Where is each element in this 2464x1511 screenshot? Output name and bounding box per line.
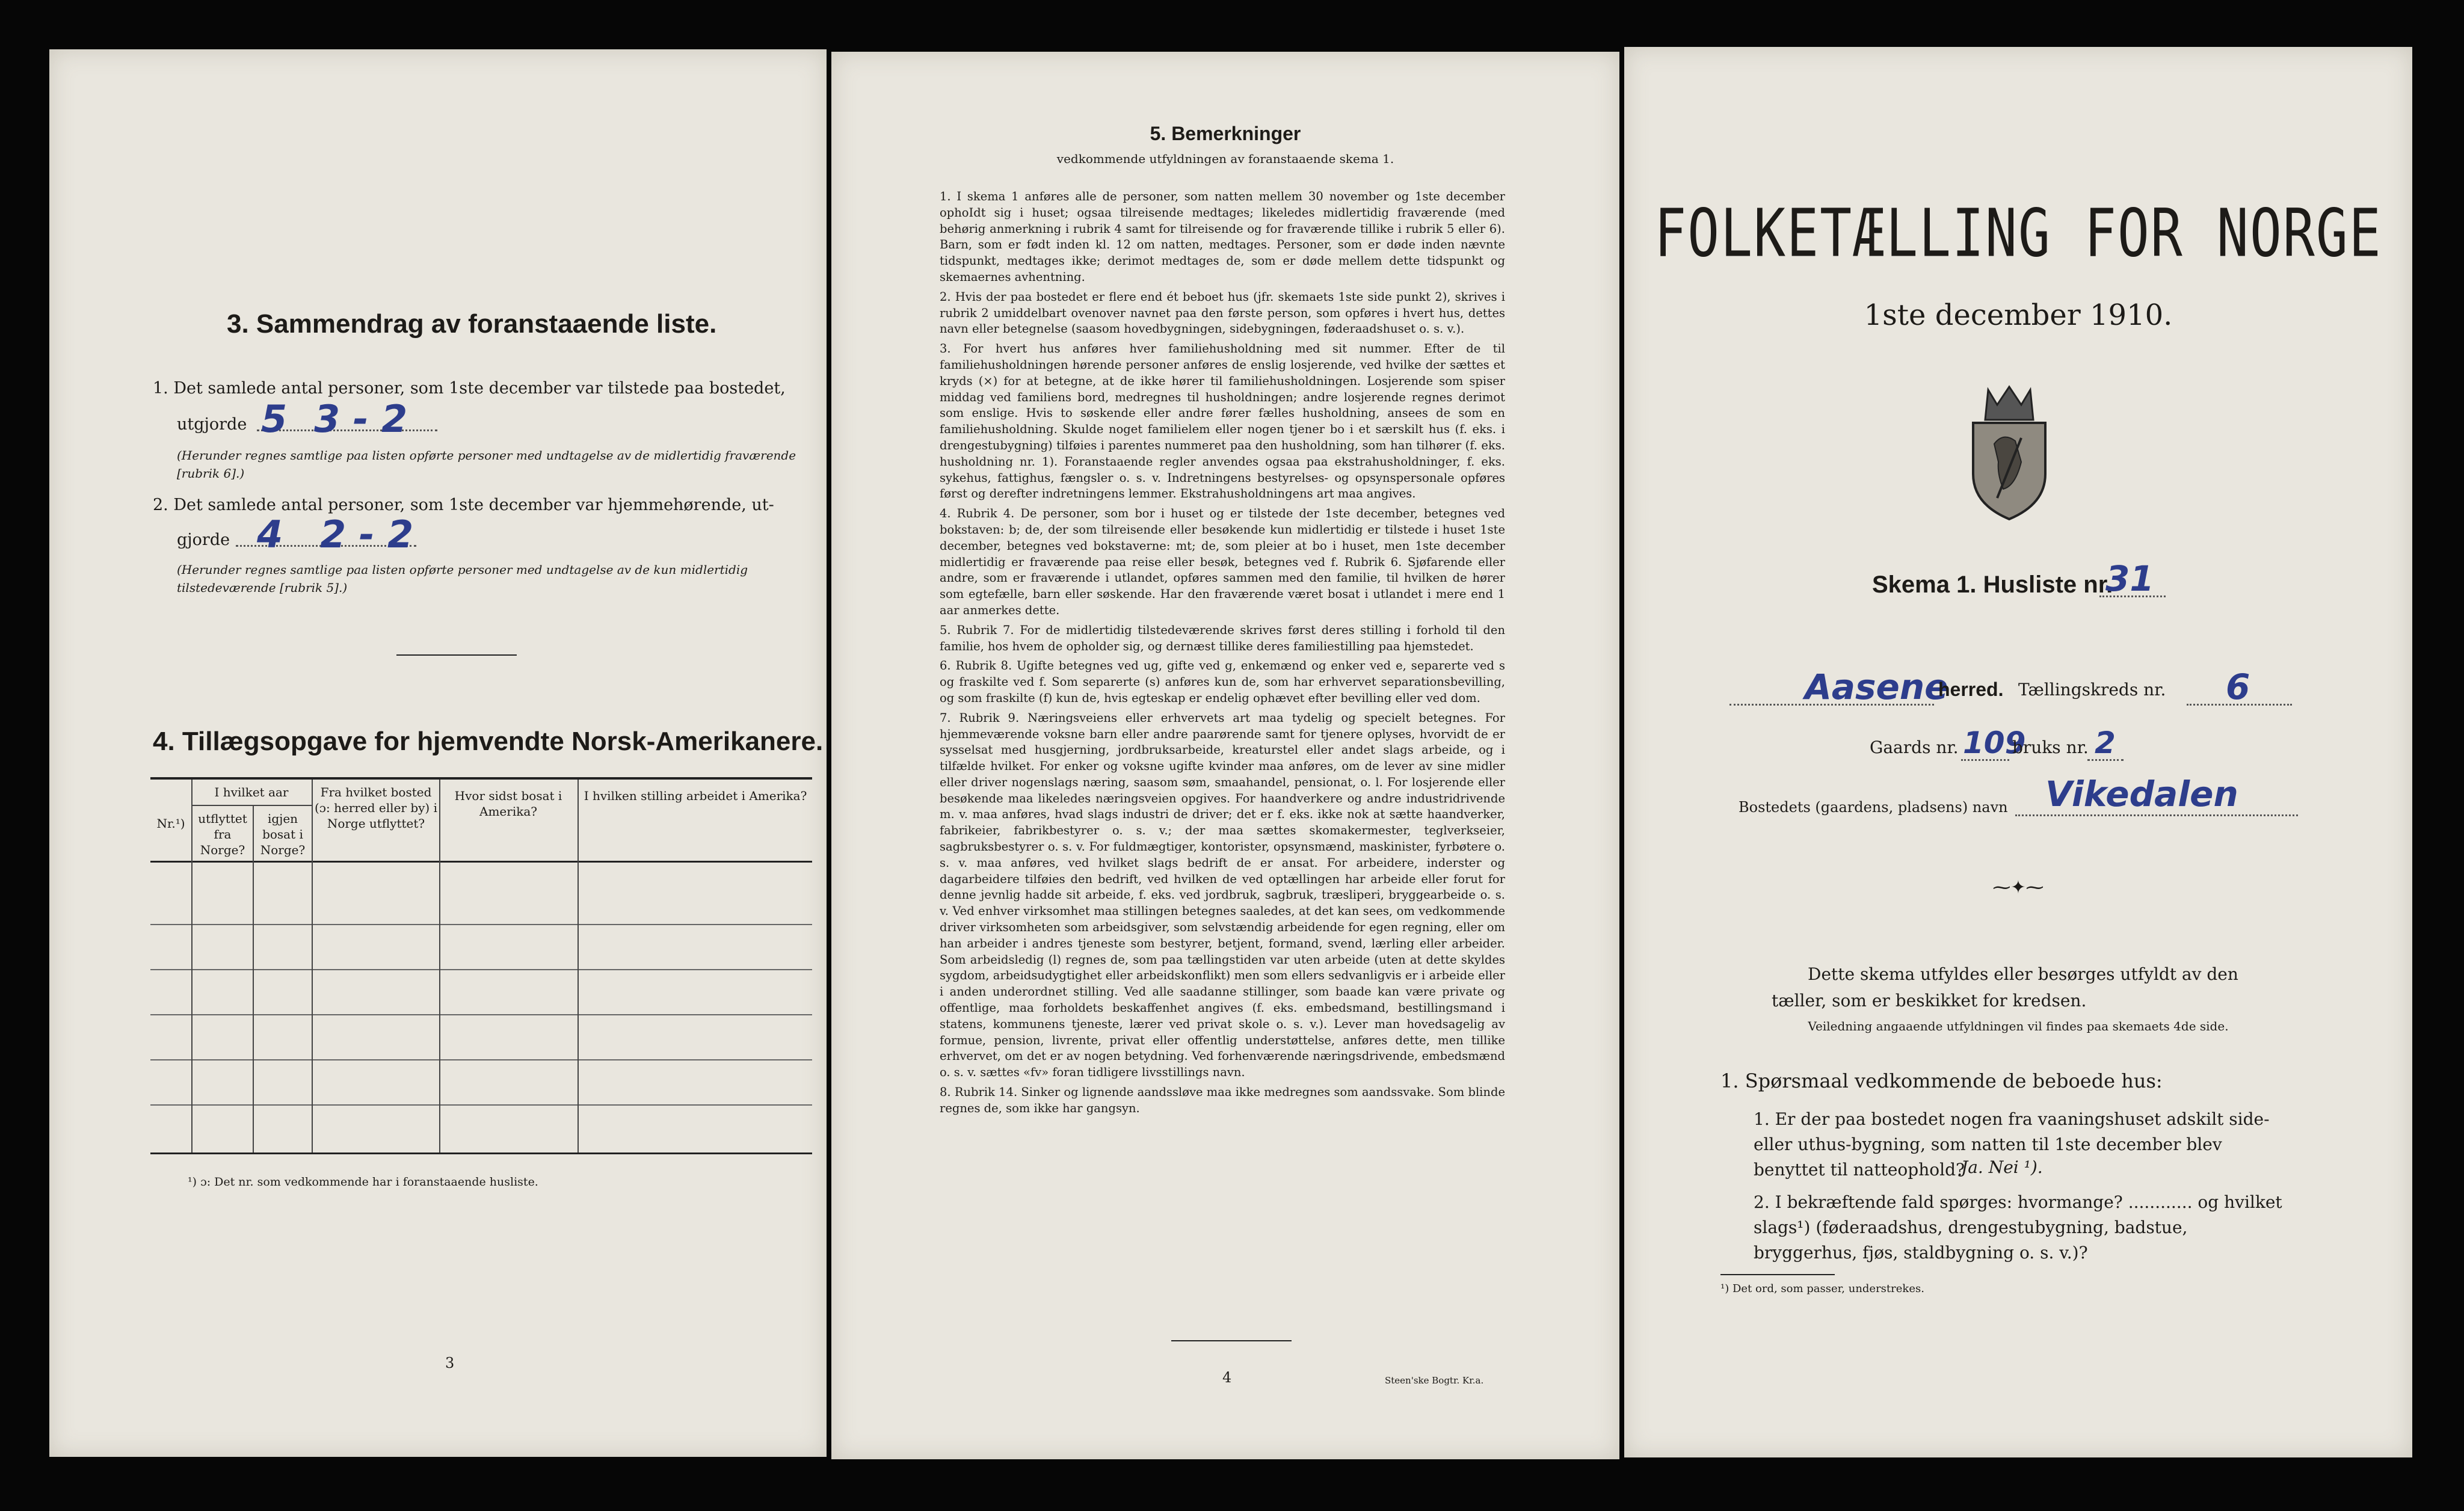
left-page: [49, 49, 827, 1457]
item1-line1: 1. Det samlede antal personer, som 1ste december var tilstede paa bostedet,: [153, 379, 786, 398]
page-number-4: 4: [1222, 1369, 1232, 1386]
remark-7: 7. Rubrik 9. Næringsveiens eller erhvervets art maa tydelig og specielt betegnes. For hjemmeværende voksne barn eller andre paarørende samt for tjenere oplyses, hvorvidt de er sysselsat med husgjerning, jordbruksarbeide, kreaturstel eller andet slags arbeide, og i tilfælde hvilket. For enker og voksne ugifte kvinder maa anføres, om de lever av sine midler eller driver nogenslags næring, saasom søm, smaahandel, pensionat, o. l. For losjerende eller besøkende maa likeledes næringsveien opgives. For haandverkere og andre industridrivende m. v. maa anføres, hvad slags industri de driver; det er f. eks. ikke nok at sætte haandverker, fabrikeier, fabrikbestyrer o. s. v.; der maa sættes skomakermester, teglverkseier, sagbruksbestyrer o. s. v. For fuldmægtiger, kontorister, opsynsmænd, maskinister, fyrbøtere o. s. v. maa anføres, ved hvilket slags bedrift de er ansat. For arbeidere, inderster og dagarbeidere tilføies den bedrift, ved hvilken de ved optællingen har arbeide eller forut for denne jevnlig hadde sit arbeide, f. eks. ved jordbruk, sagbruk, træsliperi, bryggearbeide o. s. v. Ved enhver virksomhet maa stillingen betegnes saaledes, at det kan sees, om vedkommende driver virksomheten som arbeidsgiver, som selvstændig arbeidende for egen regning, eller om han arbeider i andres tjeneste som bestyrer, betjent, formand, svend, lærling eller arbeider. Som arbeidsledig (l) regnes de, som paa tællingstiden var uten arbeide (uten at dette skyldes sygdom, arbeidsudygtighet eller arbeidskonflikt) men som ellers sedvanligvis er i arbeide eller i anden underordnet stilling. Ved alle saadanne stillinger, som baade kan være private og offentlige, maa forholdets beskaffenhet angives (f. eks. embedsmand, bestillingsmand i statens, kommunens tjeneste, lærer ved privat skole o. s. v.). Lever man hovedsagelig av formue, pension, livrente, privat eller offentlig understøttelse, anføres dette, men tillike erhvervet, om det er av nogen betydning. Ved forhenværende næringsdrivende, embedsmænd o. s. v. sættes «fv» foran tidligere livsstillings navn.: [940, 710, 1505, 1080]
item1-total: 5: [261, 397, 288, 441]
item2-split: 2 - 2: [320, 512, 414, 556]
kreds-label: Tællingskreds nr.: [2018, 680, 2166, 700]
remarks-subtitle: vedkommende utfyldningen av foranstaaende skema 1.: [1056, 152, 1394, 166]
census-date: 1ste december 1910.: [1864, 298, 2173, 332]
norsk-amerikaner-table: [150, 777, 812, 1159]
schema-label: Skema 1. Husliste nr.: [1872, 571, 2113, 598]
item1-prefix: utgjorde: [177, 415, 247, 434]
herred-label: herred.: [1938, 679, 2004, 700]
table-footnote: ¹) ɔ: Det nr. som vedkommende har i foranstaaende husliste.: [188, 1175, 538, 1189]
question-2: 2. I bekræftende fald spørges: hvormange? ............ og hvilket slags¹) (føderaadshus, drengestubygning, badstue, bryggerhus, fjøs, staldbygning o. s. v.)?: [1754, 1192, 2282, 1263]
item2-prefix: gjorde: [177, 531, 230, 549]
questions-header: 1. Spørsmaal vedkommende de beboede hus:: [1720, 1069, 2163, 1092]
right-page: [1624, 47, 2412, 1457]
bosted-value: Vikedalen: [2045, 774, 2238, 814]
item2-note: (Herunder regnes samtlige paa listen opførte personer med undtagelse av de kun midlertidig tilstedeværende [rubrik 5].): [177, 562, 748, 595]
remark-8: 8. Rubrik 14. Sinker og lignende aandssløve maa ikke medregnes som aandssvake. Som blinde regnes de, som ikke har gangsyn.: [940, 1085, 1505, 1115]
middle-page: [831, 52, 1619, 1459]
remark-1: 1. I skema 1 anføres alle de personer, som natten mellem 30 november og 1ste december ophoIdt sig i huset; ogsaa tilreisende medtages; likeledes midlertidig fraværende (med behørig anmerkning i rubrik 4 samt for tilreisende og for fraværende tillike i rubrik 5 eller 6). Barn, som er født inden kl. 12 om natten, medtages. Personer, som er døde inden nævnte tidspunkt, medtages ikke; derimot medtages de, som er døde mellem dette tidspunkt og skemaernes avhentning.: [940, 189, 1505, 284]
page-number-3: 3: [445, 1355, 455, 1371]
th-emigrated: utflyttet fra Norge?: [198, 811, 247, 857]
husliste-number: 31: [2105, 558, 2154, 599]
kreds-value: 6: [2226, 666, 2250, 707]
census-title: FOLKETÆLLING FOR NORGE: [1654, 194, 2382, 272]
instruction-1: Dette skema utfyldes eller besørges utfyldt av den tæller, som er beskikket for kredsen.: [1772, 964, 2238, 1011]
th-returned: igjen bosat i Norge?: [260, 811, 306, 857]
footnote-divider: [1720, 1274, 1835, 1275]
gaards-label: Gaards nr.: [1870, 737, 1959, 757]
remark-2: 2. Hvis der paa bostedet er flere end ét beboet hus (jfr. skemaets 1ste side punkt 2), skrives i rubrik 2 umiddelbart ovenover navnet paa den første person, som opføres i hvert hus, dettes navn eller betegnelse (saasom hovedbygningen, sidebygningen, føderaadshuset o. s. v.).: [940, 289, 1505, 336]
remarks-title: 5. Bemerkninger: [1150, 123, 1301, 144]
norwegian-coat-of-arms-icon: [1961, 384, 2057, 522]
remark-4: 4. Rubrik 4. De personer, som bor i huset og er tilstede der 1ste december, betegnes ved bokstaven: b; de, der som tilreisende eller besøkende kun midlertidig er tilstede i huset 1ste december, betegnes ved bokstaverne: mt; de, som pleier at bo i huset, men 1ste december midlertidig er fraværende paa reise eller besøk, betegnes ved f. Rubrik 6. Sjøfarende eller andre, som er fraværende i utlandet, opføres sammen med den familie, til hvilken de hører som egtefælle, barn eller søskende. Har den fraværende været bosat i utlandet i mere end 1 aar anmerkes dette.: [940, 506, 1505, 617]
gaards-value: 109: [1963, 725, 2026, 760]
section3-title: 3. Sammendrag av foranstaaende liste.: [227, 309, 717, 339]
remark-5: 5. Rubrik 7. For de midlertidig tilstedeværende skrives først deres stilling i forhold til den familie, hos hvem de opholder sig, og dernæst tillike deres familiestilling paa hjemstedet.: [940, 623, 1505, 653]
th-where: Hvor sidst bosat i Amerika?: [454, 789, 562, 819]
herred-value: Aasene: [1805, 666, 1948, 707]
bosted-label: Bostedets (gaardens, pladsens) navn: [1739, 799, 2008, 816]
th-from: Fra hvilket bosted (ɔ: herred eller by) i Norge utflyttet?: [315, 785, 437, 831]
end-divider: [1171, 1340, 1292, 1341]
remark-3: 3. For hvert hus anføres hver familiehusholdning med sit nummer. Efter de til familiehusholdningen hørende personer anføres de enslig losjerende, ved hvilke der sættes et kryds (×) for at betegne, at de ikke hører til familiehusholdningen. Losjerende som spiser middag ved familiens bord, medregnes til husholdningen; andre losjerende regnes derimot som enslige. Hvis to søskende eller andre fører fælles husholdning, ansees de som en familiehusholdning. Skulde noget familielem eller nogen tjener bo i et særskilt hus (f. eks. i drengestubygning) tilføies i parentes nummeret paa den husholdning, som han tilhører (f. eks. husholdning nr. 1). Foranstaaende regler anvendes ogsaa paa ekstrahusholdninger, f. eks. sykehus, fattighus, fængsler o. s. v. Indretningens bestyrelses- og opsynspersonale opføres først og derefter indretningens lemmer. Ekstrahusholdningens art maa angives.: [940, 342, 1505, 501]
th-nr: Nr.¹): [156, 816, 185, 831]
question-1: 1. Er der paa bostedet nogen fra vaaningshuset adskilt side- eller uthus-bygning, som natten til 1ste december blev benyttet til natteophold?: [1754, 1109, 2270, 1180]
item2-line1: 2. Det samlede antal personer, som 1ste december var hjemmehørende, ut-: [153, 496, 774, 514]
remarks-list: [940, 189, 1505, 1121]
bruks-value: 2: [2095, 725, 2116, 760]
remark-6: 6. Rubrik 8. Ugifte betegnes ved ug, gifte ved g, enkemænd og enker ved e, separerte ved s og fraskilte ved f. Som separerte (s) anføres kun de, som har erhvervet separationsbevilling, og som fraskilte (f) kun de, hvis egteskap er endelig ophævet efter bevilling eller ved dom.: [940, 659, 1505, 705]
bosted-fill: [2015, 814, 2298, 816]
item2-total: 4: [257, 512, 283, 556]
bruks-label: bruks nr.: [2012, 737, 2089, 757]
printer-mark: Steen'ske Bogtr. Kr.a.: [1385, 1375, 1484, 1386]
item1-split: 3 - 2: [314, 397, 408, 441]
ornament: ⁓✦⁓: [1992, 877, 2044, 898]
footnote: ¹) Det ord, som passer, understrekes.: [1720, 1282, 1924, 1295]
th-job: I hvilken stilling arbeidet i Amerika?: [584, 789, 807, 803]
divider: [396, 654, 517, 656]
item1-note: (Herunder regnes samtlige paa listen opførte personer med undtagelse av de midlertidig fraværende [rubrik 6].): [177, 448, 796, 481]
th-year-group: I hvilket aar: [214, 785, 289, 799]
section4-title: 4. Tillægsopgave for hjemvendte Norsk-Amerikanere.: [153, 727, 824, 756]
instruction-2: Veiledning angaaende utfyldningen vil findes paa skemaets 4de side.: [1808, 1019, 2229, 1033]
question-1-answer: Ja. Nei ¹).: [1961, 1157, 2043, 1177]
